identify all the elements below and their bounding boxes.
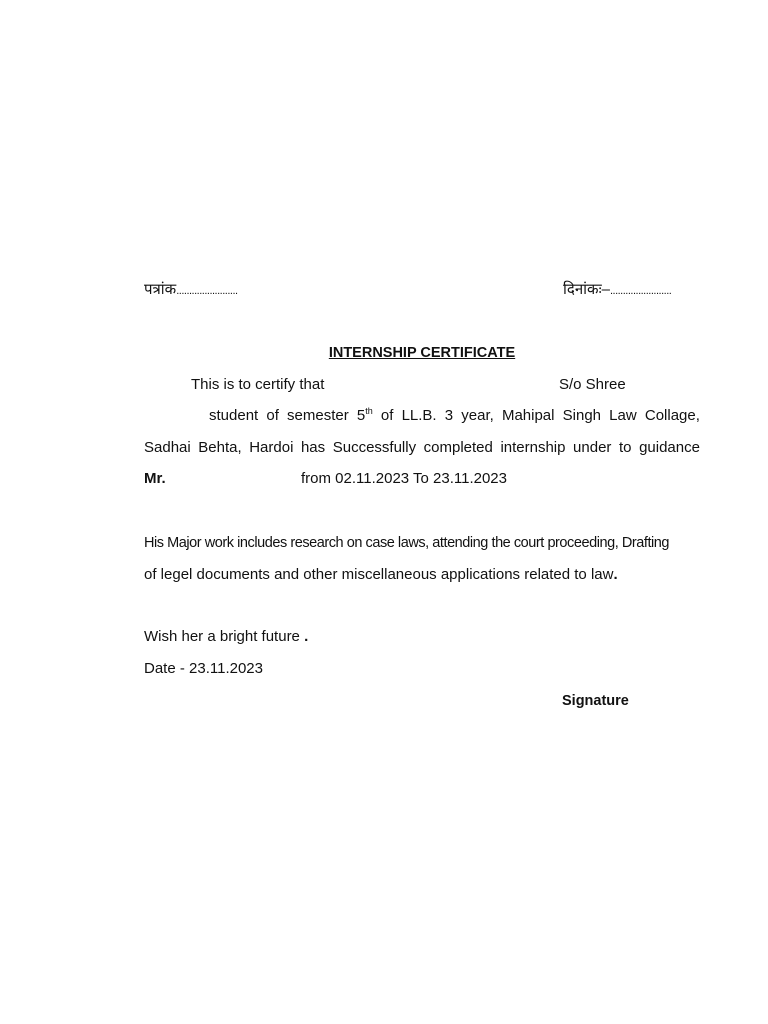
word: completed bbox=[423, 439, 493, 456]
word: Successfully bbox=[332, 439, 417, 456]
ref-number-field bbox=[144, 281, 238, 300]
certify-text: This is to certify that bbox=[191, 376, 325, 393]
word: LL.B. bbox=[401, 407, 437, 424]
word: Sadhai bbox=[144, 439, 191, 456]
date-field-dots: ........................ bbox=[609, 285, 672, 297]
issue-date: Date - 23.11.2023 bbox=[144, 660, 263, 677]
word: has bbox=[300, 439, 326, 456]
date-field-label: दिनांकः– bbox=[563, 281, 610, 298]
word: student bbox=[209, 407, 259, 424]
word: Mahipal bbox=[501, 407, 555, 424]
word: of bbox=[266, 407, 279, 424]
word: Law bbox=[609, 407, 637, 424]
word: internship bbox=[500, 439, 566, 456]
word: semester bbox=[287, 407, 349, 424]
date-field bbox=[563, 281, 671, 300]
work-description-line-1: His Major work includes research on case laws, attending the court proceeding, Drafting bbox=[144, 535, 670, 551]
word: Behta, bbox=[198, 439, 242, 456]
wish-text: Wish her a bright future . bbox=[144, 628, 309, 645]
student-line bbox=[209, 407, 700, 425]
son-of-text: S/o Shree bbox=[559, 376, 626, 393]
word: Hardoi bbox=[249, 439, 294, 456]
word: 3 bbox=[444, 407, 454, 424]
work-period: . bbox=[613, 566, 618, 583]
word: Singh bbox=[562, 407, 602, 424]
ref-number-dots: ........................ bbox=[176, 285, 238, 297]
certificate-title: INTERNSHIP CERTIFICATE bbox=[328, 345, 516, 361]
word: Collage, bbox=[644, 407, 700, 424]
internship-period: from 02.11.2023 To 23.11.2023 bbox=[301, 470, 507, 487]
word: of bbox=[380, 407, 394, 424]
ref-number-label: पत्रांक bbox=[144, 281, 177, 298]
word: guidance bbox=[639, 439, 700, 456]
work-description-line-2: of legel documents and other miscellaneous applications related to law. bbox=[144, 566, 618, 583]
ordinal-suffix: th bbox=[365, 406, 373, 416]
word: year, bbox=[461, 407, 494, 424]
word: under bbox=[573, 439, 612, 456]
semester-number: 5th bbox=[356, 406, 373, 424]
signature-label: Signature bbox=[562, 693, 629, 709]
word: to bbox=[618, 439, 632, 456]
wish-period: . bbox=[304, 628, 309, 645]
completion-line bbox=[144, 439, 700, 457]
guide-title: Mr. bbox=[144, 470, 166, 487]
